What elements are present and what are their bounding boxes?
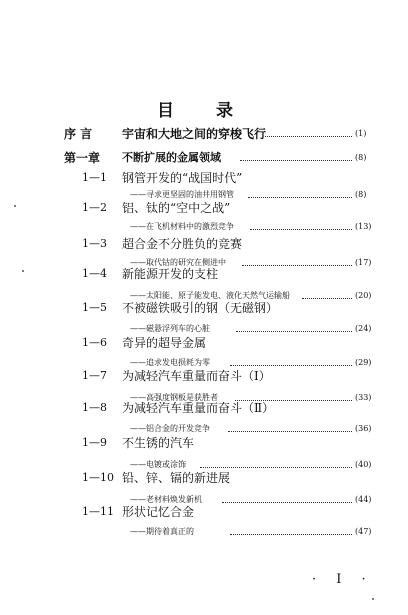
toc-number: 1—10 (82, 471, 114, 484)
toc-heading: 铅、锌、镉的新进展 (122, 471, 231, 485)
toc-page-number: (47) (355, 527, 372, 536)
toc-number: 第一章 (64, 151, 101, 165)
toc-number: 1—5 (82, 301, 107, 314)
toc-entry (0, 470, 408, 486)
toc-subtitle: ——在飞机材料中的激烈竞争 (130, 222, 234, 231)
dot-leader (240, 160, 352, 161)
toc-page-number: (17) (355, 258, 372, 267)
toc-entry (0, 236, 408, 252)
toc-number: 1—4 (82, 267, 107, 280)
toc-entry (0, 335, 408, 351)
toc-entry (0, 200, 408, 216)
toc-subtitle: ——太阳能、原子能发电、液化天然气运输船 (130, 291, 290, 300)
toc-heading: 形状记忆合金 (122, 505, 195, 519)
dot-leader (265, 136, 352, 137)
scan-speck (22, 270, 24, 272)
toc-subtitle: ——追求发电损耗为零 (130, 358, 210, 367)
toc-entry (0, 266, 408, 282)
toc-number: 1—3 (82, 237, 107, 250)
dot-leader (228, 431, 352, 432)
scan-speck (14, 205, 16, 207)
page-number: · I · (312, 572, 374, 587)
toc-page-number: (20) (355, 291, 372, 300)
dot-leader (230, 365, 352, 366)
page-title: 目 录 (157, 101, 251, 121)
toc-number: 1—11 (82, 505, 114, 518)
toc-entry (0, 368, 408, 384)
toc-heading: 为减轻汽车重量而奋斗（Ⅱ） (122, 401, 275, 415)
toc-number: 1—1 (82, 171, 107, 184)
toc-page-number: (44) (355, 495, 372, 504)
toc-subtitle: ——高强度钢板是获胜者 (130, 393, 218, 402)
dot-leader (200, 467, 352, 468)
dot-leader (222, 502, 352, 503)
dot-leader (250, 229, 352, 230)
toc-number: 1—6 (82, 336, 107, 349)
toc-number: 1—8 (82, 401, 107, 414)
toc-heading: 不被磁铁吸引的钢（无磁钢） (122, 301, 279, 315)
toc-page-number: (40) (355, 460, 372, 469)
toc-page-number: (1) (355, 129, 367, 138)
toc-heading: 不生锈的汽车 (122, 436, 195, 450)
toc-page-number: (13) (355, 222, 372, 231)
toc-entry (0, 300, 408, 316)
toc-entry (0, 126, 408, 142)
toc-heading: 铝、钛的“空中之战” (122, 201, 231, 215)
dot-leader (230, 534, 352, 535)
toc-page-number: (24) (355, 324, 372, 333)
dot-leader (236, 331, 352, 332)
toc-entry (0, 219, 408, 235)
toc-heading: 宇宙和大地之间的穿梭飞行 (122, 127, 267, 141)
toc-page-number: (8) (355, 190, 367, 199)
toc-page-number: (36) (355, 424, 372, 433)
toc-page-number: (29) (355, 358, 372, 367)
toc-subtitle: ——磁悬浮列车的心脏 (130, 324, 210, 333)
toc-page-number: (8) (355, 153, 367, 162)
toc-subtitle: ——寻求更坚固的油井用钢管 (130, 190, 234, 199)
toc-subtitle: ——铝合金的开发竞争 (130, 424, 210, 433)
toc-number: 序 言 (64, 127, 93, 141)
toc-number: 1—9 (82, 436, 107, 449)
toc-page-number: (33) (355, 393, 372, 402)
toc-subtitle: ——电镀或涂饰 (130, 460, 186, 469)
toc-entry (0, 435, 408, 451)
toc-entry (0, 170, 408, 186)
toc-subtitle: ——期待着真正的 (130, 527, 194, 536)
toc-entry (0, 504, 408, 520)
toc-heading: 为减轻汽车重量而奋斗（Ⅰ） (122, 369, 271, 383)
dot-leader (248, 197, 352, 198)
toc-entry (0, 524, 408, 540)
toc-subtitle: ——老材料焕发新机 (130, 495, 202, 504)
toc-heading: 钢管开发的“战国时代” (122, 171, 243, 185)
toc-heading: 超合金不分胜负的竞赛 (122, 237, 243, 251)
scan-speck (372, 598, 374, 600)
toc-heading: 不断扩展的金属领域 (122, 151, 221, 164)
toc-entry (0, 150, 408, 166)
toc-number: 1—7 (82, 369, 107, 382)
toc-heading: 奇异的超导金属 (122, 336, 207, 350)
toc-entry (0, 400, 408, 416)
toc-heading: 新能源开发的支柱 (122, 267, 219, 281)
dot-leader (302, 298, 352, 299)
toc-subtitle: ——取代钴的研究在侧进中 (130, 258, 226, 267)
toc-number: 1—2 (82, 201, 107, 214)
